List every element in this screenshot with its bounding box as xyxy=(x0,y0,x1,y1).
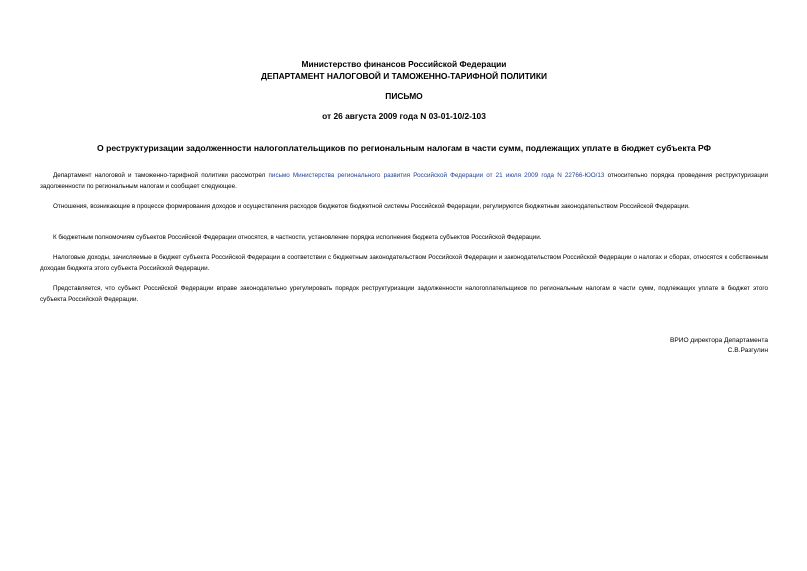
paragraph-3: К бюджетным полномочиям субъектов Российской Федерации относятся, в частности, установление порядка исполнения бюджета субъектов Российской Федерации. xyxy=(53,234,542,241)
paragraph-1-lead: Департамент налоговой и таможенно-тарифной политики рассмотрел xyxy=(53,172,269,179)
paragraph-2: Отношения, возникающие в процессе формирования доходов и осуществления расходов бюджетов бюджетной системы Российской Федерации, регулируются бюджетным законодательством Российской Федерации. xyxy=(53,203,690,210)
document-subject: О реструктуризации задолженности налогоплательщиков по региональным налогам в части сумм, подлежащих уплате в бюджет субъекта РФ xyxy=(97,143,711,153)
paragraph-5: Представляется, что субъект Российской Федерации вправе законодательно урегулировать порядок реструктуризации задолженности налогоплательщиков по региональным налогам в части сумм, подлежащих уплате в бюджет этого субъекта Российской Федерации. xyxy=(40,285,768,303)
paragraph-1 xyxy=(40,171,768,192)
document-date-number: от 26 августа 2009 года N 03-01-10/2-103 xyxy=(322,111,486,121)
issuer-ministry: Министерство финансов Российской Федерации xyxy=(301,59,507,69)
signatory-title: ВРИО директора Департамента xyxy=(669,337,768,344)
paragraph-1-tail: относительно порядка проведения реструктуризации задолженности по региональным налогам и сообщает следующее. xyxy=(40,172,768,190)
signatory-name: С.В.Разгулин xyxy=(727,347,768,354)
issuer-department: ДЕПАРТАМЕНТ НАЛОГОВОЙ И ТАМОЖЕННО-ТАРИФНОЙ ПОЛИТИКИ xyxy=(261,71,547,81)
document-type: ПИСЬМО xyxy=(385,91,423,101)
document-page xyxy=(40,0,768,571)
referenced-letter-link[interactable]: письмо Министерства регионального развития Российской Федерации от 21 июля 2009 года N 22766-ЮО/13 xyxy=(268,172,605,179)
paragraph-4: Налоговые доходы, зачисляемые в бюджет субъекта Российской Федерации в соответствии с бюджетным законодательством Российской Федерации и законодательством Российской Федерации о налогах и сборах, относятся к собственным доходам бюджета этого субъекта Российской Федерации. xyxy=(40,254,768,272)
